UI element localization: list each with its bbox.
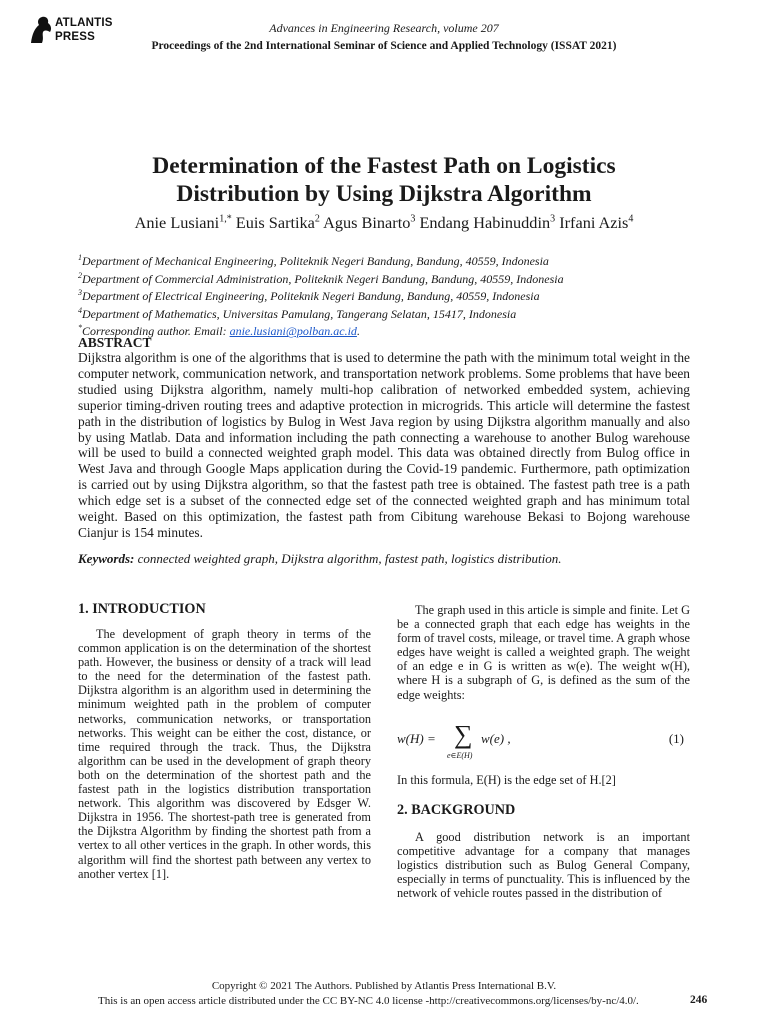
background-paragraph: A good distribution network is an important competitive advantage for a company that manages logistics distribution such as Bulog General Company, especially in terms of punctuality. This is influenced by the network of vehicle routes passed in the distribution of [397, 830, 690, 901]
license-footer: This is an open access article distributed under the CC BY-NC 4.0 license -http://creativecommons.org/licenses/by-nc/4.0/. [98, 995, 639, 1007]
author-affil-mark: 4 [628, 213, 634, 225]
author-affil-mark: 2 [314, 213, 320, 225]
title-line-2: Distribution by Using Dijkstra Algorithm [176, 181, 592, 207]
equation-1 [397, 720, 690, 762]
author-list [0, 213, 768, 233]
author-name: Irfani Azis [559, 213, 629, 232]
journal-header: Advances in Engineering Research, volume 207 [269, 21, 499, 35]
introduction-paragraph: The development of graph theory in terms of the common application is on the determination of the shortest path. However, the business or density of a track will lead to the need for the determination of the fastest path. Dijkstra algorithm is an algorithm used in determining the minimum weighted path in the problem of computer networks, communication networks, or transportation networks. This weight can be either the cost, distance, or time required through the track. Thus, the Dijkstra algorithm can be used in the development of graph theory both on the determination of the shortest path and the fastest path in the logistics distribution transportation network. This algorithm was discovered by Edsger W. Dijkstra in 1956. The shortest-path tree is generated from the Dijkstra Algorithm by finding the shortest path from a vertex to all other vertices in the graph. In other words, this algorithm will find the shortest path between any vertex to another vertex [1]. [78, 627, 371, 881]
proceedings-header: Proceedings of the 2nd International Seminar of Science and Applied Technology (ISSAT 2021) [151, 40, 617, 52]
author-affil-mark: 1,* [219, 213, 232, 225]
author-email-link[interactable]: anie.lusiani@polban.ac.id [229, 324, 357, 339]
copyright-footer: Copyright © 2021 The Authors. Published by Atlantis Press International B.V. [211, 980, 557, 992]
page-number: 246 [690, 994, 708, 1006]
affiliation-line: $^3$Department of Electrical Engineering, Politeknik Negeri Bandung, Bandung, 40559, Indonesia [78, 288, 540, 304]
affiliation-line: $^2$Department of Commercial Administration, Politeknik Negeri Bandung, Bandung, 40559, Indonesia [78, 270, 564, 286]
introduction-column [78, 627, 371, 881]
logo-text-atlantis: ATLANTIS [55, 17, 113, 29]
section-heading-background: 2. BACKGROUND [397, 802, 516, 818]
author-name: Euis Sartika [235, 213, 315, 232]
equation-lhs: w(H) = [397, 731, 436, 746]
equation-number: (1) [668, 731, 684, 746]
keywords-list: connected weighted graph, Dijkstra algorithm, fastest path, logistics distribution. [134, 551, 562, 566]
equation-rhs: w(e) , [481, 731, 511, 746]
abstract-text: Dijkstra algorithm is one of the algorithms that is used to determine the path with the minimum total weight in the computer network, communication network, and transportation network problems. Some problems that have been studied using Dijkstra algorithm, namely multi-hop calibration of networked embedded system, achieving superior timing-driven routing trees and adaptive protection in microgrids. This article will determine the fastest path in the distribution of logistics by Bulog in West Java region by using Dijkstra algorithm manually and also by using Matlab. Data and information including the path connecting a warehouse to another Bulog warehouse will be used to build a connected weighted graph model. This data was obtained directly from Bulog office in West Java and through Google Maps application during the Covid-19 pandemic. Furthermore, path optimization is carried out by using Dijkstra algorithm, so that the fastest path tree is obtained. The fastest path tree is a path which edge set is a subset of the connected edge set of the connected weighted graph and has minimum total weight. Based on this optimization, the fastest path from Cibitung warehouse Bekasi to Bojong warehouse Cianjur is 154 minutes. [78, 350, 690, 540]
affiliation-line: $^4$Department of Mathematics, Universitas Pamulang, Tangerang Selatan, 15417, Indonesia [78, 305, 517, 321]
author-affil-mark: 3 [410, 213, 416, 225]
title-line-1: Determination of the Fastest Path on Logistics [152, 153, 616, 179]
author-name: Agus Binarto [323, 213, 411, 232]
corresponding-author: *Corresponding author. Email: anie.lusiani@polban.ac.id. [78, 323, 360, 339]
affiliations [78, 251, 564, 339]
affiliation-line: $^1$Department of Mechanical Engineering, Politeknik Negeri Bandung, Bandung, 40559, Indonesia [78, 253, 549, 268]
sum-subscript: e∈E(H) [447, 751, 473, 760]
author-affil-mark: 3 [550, 213, 556, 225]
author-name: Endang Habinuddin [419, 213, 551, 232]
keywords [78, 551, 562, 567]
formula-note: In this formula, E(H) is the edge set of H.[2] [397, 773, 616, 787]
author-name: Anie Lusiani [134, 213, 220, 232]
paper-title [0, 152, 768, 208]
keywords-label: Keywords: [78, 551, 135, 566]
abstract-heading: ABSTRACT [78, 335, 152, 350]
section-heading-introduction: 1. INTRODUCTION [78, 601, 206, 617]
sum-symbol: ∑ [454, 720, 473, 749]
graph-definition-paragraph: The graph used in this article is simple and finite. Let G be a connected graph that each edge has weights in the form of travel costs, mileage, or travel time. A graph whose edges have weight is called a weighted graph. The weight of an edge e in G is written as w(e). The weight w(H), where H is a subgraph of G, is defined as the sum of the edge weights: [397, 603, 690, 702]
logo-text-press: PRESS [55, 31, 95, 43]
